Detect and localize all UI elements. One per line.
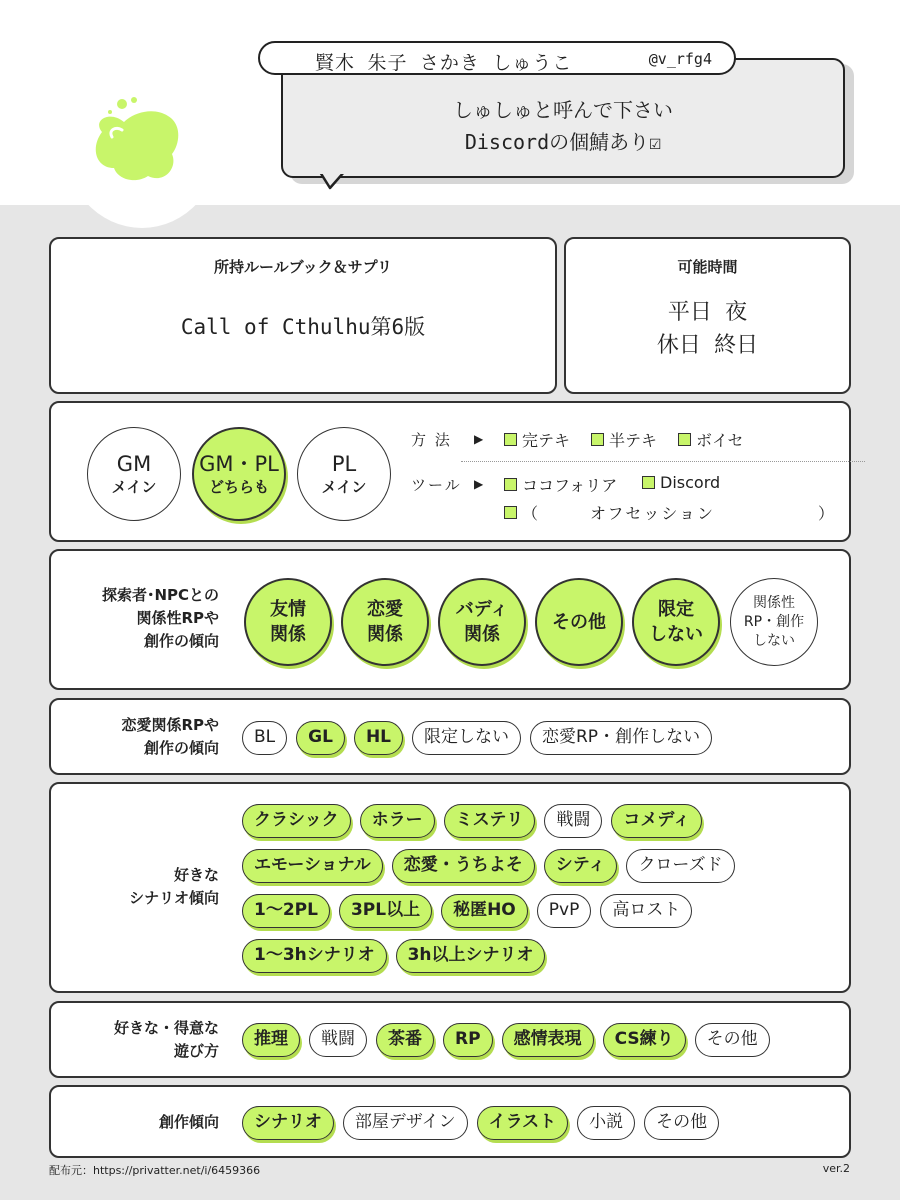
method-item[interactable]: [678, 428, 744, 451]
creation-label: 創作傾向: [158, 1113, 219, 1131]
scenario-option[interactable]: 恋愛・うちよそ: [392, 849, 535, 883]
scenario-option[interactable]: 戦闘: [544, 804, 602, 838]
romance-option[interactable]: HL: [354, 721, 403, 755]
method-label: 方 法: [411, 431, 452, 449]
playstyle-option[interactable]: 茶番: [376, 1023, 434, 1057]
checkbox-icon: [504, 433, 517, 446]
playstyle-options: [242, 1023, 770, 1057]
name-bar: [258, 41, 736, 75]
message-bubble: [281, 58, 845, 178]
scenario-row-2: [242, 849, 735, 883]
playstyle-option[interactable]: 感情表現: [502, 1023, 594, 1057]
role-option-pl[interactable]: [297, 427, 391, 521]
role-option-sub: メイン: [111, 478, 157, 496]
relation-option[interactable]: 限定 しない: [632, 578, 720, 666]
message-line-1: しゅしゅと呼んで下さい: [453, 98, 673, 122]
playstyle-option[interactable]: その他: [695, 1023, 770, 1057]
creation-option[interactable]: イラスト: [477, 1106, 569, 1140]
scenario-option[interactable]: 秘匿HO: [441, 894, 528, 928]
scenario-option[interactable]: クラシック: [242, 804, 351, 838]
romance-label: [61, 714, 219, 760]
time-title: 可能時間: [677, 258, 738, 276]
method-item[interactable]: [591, 428, 657, 451]
label-line: 関係性RPや: [136, 609, 219, 627]
playstyle-option[interactable]: 戦闘: [309, 1023, 367, 1057]
romance-card: [49, 698, 851, 775]
label-line: 好きな: [173, 866, 219, 884]
scenario-option[interactable]: コメディ: [611, 804, 702, 838]
creation-option[interactable]: シナリオ: [242, 1106, 334, 1140]
scenario-option[interactable]: ホラー: [360, 804, 435, 838]
playstyle-option[interactable]: 推理: [242, 1023, 300, 1057]
romance-option[interactable]: 恋愛RP・創作しない: [530, 721, 712, 755]
method-item[interactable]: [504, 428, 570, 451]
creation-options: [242, 1106, 719, 1140]
playstyle-option[interactable]: CS練り: [603, 1023, 686, 1057]
tool-item-label: Discord: [660, 473, 721, 492]
checkbox-icon: [678, 433, 691, 446]
creation-option[interactable]: 部屋デザイン: [343, 1106, 468, 1140]
role-option-gm[interactable]: [87, 427, 181, 521]
profile-name: 賢木 朱子 さかき しゅうこ: [315, 52, 573, 74]
scenario-option[interactable]: シティ: [544, 849, 618, 883]
method-item-label: ボイセ: [696, 431, 744, 450]
label-line: 探索者･NPCとの: [101, 586, 219, 604]
role-option-sub: どちらも: [208, 478, 269, 496]
label-line: 創作の傾向: [143, 739, 219, 757]
playstyle-option[interactable]: RP: [443, 1023, 493, 1057]
romance-option[interactable]: BL: [242, 721, 287, 755]
checkbox-icon: [504, 506, 517, 519]
footer-source: 配布元：https://privatter.net/i/6459366: [49, 1164, 261, 1177]
scenario-option[interactable]: クローズド: [626, 849, 734, 883]
paren-open: （: [522, 504, 539, 523]
scenario-option[interactable]: PvP: [537, 894, 592, 928]
scenario-option[interactable]: エモーショナル: [242, 849, 383, 883]
tool-item[interactable]: [504, 473, 617, 496]
relation-option[interactable]: バディ 関係: [438, 578, 526, 666]
scenario-row-3: [242, 894, 692, 928]
scenario-row-1: [242, 804, 702, 838]
time-line-2: 休日 終日: [656, 333, 759, 358]
tool-item-other[interactable]: [504, 501, 834, 524]
romance-option[interactable]: 限定しない: [412, 721, 521, 755]
arrow-icon: ▶: [474, 432, 484, 446]
role-option-sub: メイン: [321, 478, 367, 496]
relation-option[interactable]: 友情 関係: [244, 578, 332, 666]
creation-card: [49, 1085, 851, 1158]
playstyle-label: [61, 1017, 219, 1063]
rulebook-value: Call of Cthulhu第6版: [180, 315, 426, 339]
message-line-2: Discordの個鯖あり☑: [464, 130, 662, 154]
bubble-tail: [318, 172, 358, 192]
tool-other-value: オフセッション: [590, 504, 716, 523]
role-option-both[interactable]: [192, 427, 286, 521]
scenario-card: [49, 782, 851, 993]
scenario-label: [61, 864, 219, 910]
label-line: 好きな・得意な: [113, 1019, 219, 1037]
scenario-option[interactable]: 1〜2PL: [242, 894, 330, 928]
label-line: 創作の傾向: [143, 632, 219, 650]
scenario-option[interactable]: 3h以上シナリオ: [396, 939, 546, 973]
relation-option[interactable]: 恋愛 関係: [341, 578, 429, 666]
paren-close: ）: [817, 504, 834, 523]
arrow-icon: ▶: [474, 477, 484, 491]
checkbox-icon: [591, 433, 604, 446]
scenario-option[interactable]: 1〜3hシナリオ: [242, 939, 387, 973]
creation-option[interactable]: 小説: [577, 1106, 635, 1140]
label-line: シナリオ傾向: [129, 889, 219, 907]
label-line: 恋愛関係RPや: [121, 716, 219, 734]
divider: [461, 461, 865, 462]
romance-options: [242, 721, 712, 755]
checkbox-icon: [642, 476, 655, 489]
rulebook-title: 所持ルールブック＆サプリ: [213, 258, 393, 276]
relation-option[interactable]: 関係性 RP・創作 しない: [730, 578, 818, 666]
role-option-label: GM・PL: [199, 452, 279, 476]
role-card: [49, 401, 851, 542]
scenario-option[interactable]: 高ロスト: [600, 894, 692, 928]
romance-option[interactable]: GL: [296, 721, 345, 755]
playstyle-card: [49, 1001, 851, 1078]
time-card: [564, 237, 851, 394]
rulebook-card: [49, 237, 557, 394]
method-item-label: 完テキ: [522, 431, 571, 450]
relation-card: [49, 549, 851, 690]
footer-version: ver.2: [822, 1162, 850, 1175]
label-line: 遊び方: [173, 1042, 219, 1060]
role-option-label: GM: [116, 452, 152, 476]
tool-label: ツール: [411, 476, 462, 494]
method-item-label: 半テキ: [609, 431, 658, 450]
relation-option[interactable]: その他: [535, 578, 623, 666]
role-option-label: PL: [331, 452, 357, 476]
creation-option[interactable]: その他: [644, 1106, 719, 1140]
scenario-option[interactable]: ミステリ: [444, 804, 536, 838]
tool-item-label: ココフォリア: [522, 476, 618, 495]
slime-icon: [82, 92, 192, 192]
scenario-option[interactable]: 3PL以上: [339, 894, 432, 928]
time-line-1: 平日 夜: [667, 300, 748, 325]
checkbox-icon: [504, 478, 517, 491]
tool-item[interactable]: [642, 473, 720, 492]
profile-handle: @v_rfg4: [648, 50, 712, 68]
relation-label: [61, 584, 219, 653]
scenario-row-4: [242, 939, 545, 973]
